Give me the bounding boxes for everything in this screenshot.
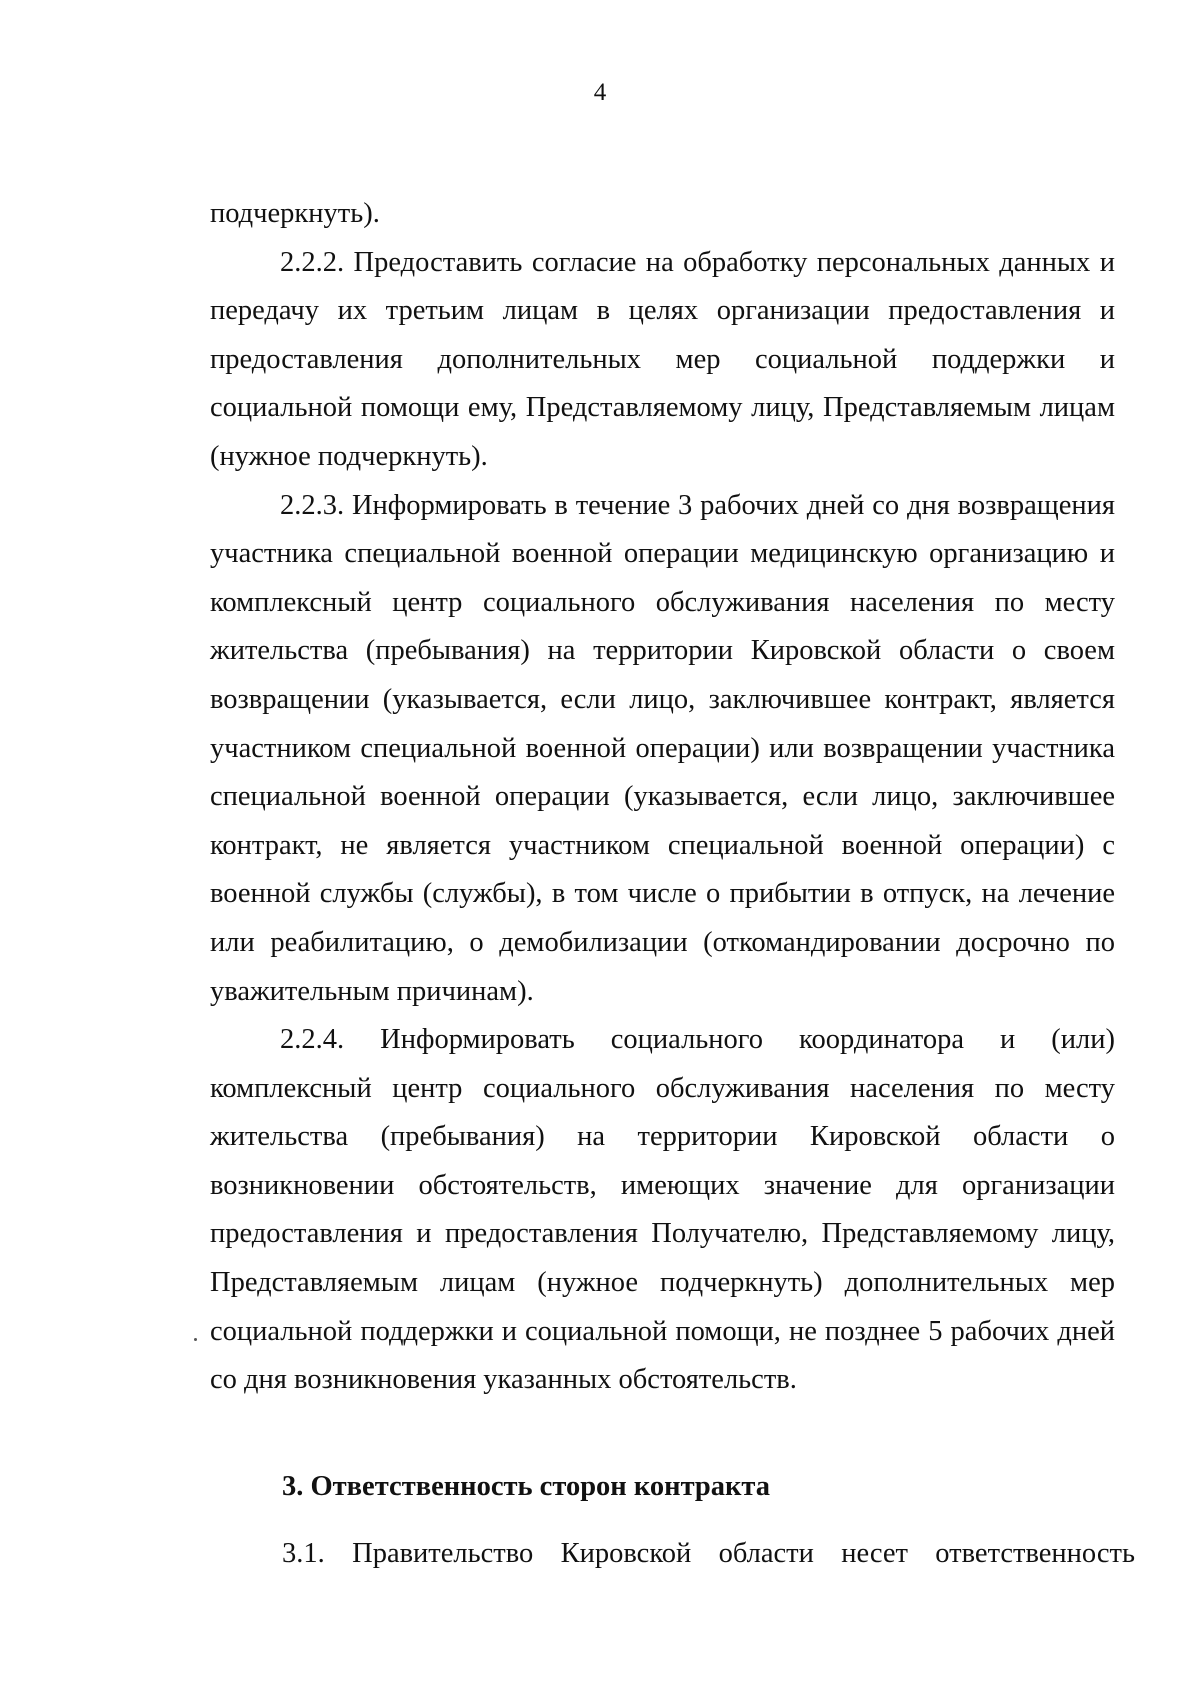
- document-body: [210, 190, 1115, 1405]
- paragraph-3-1: 3.1. Правительство Кировской области несет ответственность: [282, 1538, 1135, 1569]
- paragraph-continuation: подчеркнуть).: [210, 198, 380, 229]
- scan-speck: [194, 1338, 197, 1341]
- section-heading: 3. Ответственность сторон контракта: [282, 1471, 771, 1502]
- paragraph-2-2-3: 2.2.3. Информировать в течение 3 рабочих дней со дня возвращения участника специальной военной операции медицинскую организацию и комплексный центр социального обслуживания населения по месту жительства (пребывания) на территории Кировской области о своем возвращении (указывается, если лицо, заключившее контракт, является участником специальной военной операции) или возвращении участника специальной военной операции (указывается, если лицо, заключившее контракт, не является участником специальной военной операции) с военной службы (службы), в том числе о прибытии в отпуск, на лечение или реабилитацию, о демобилизации (откомандировании досрочно по уважительным причинам).: [210, 489, 1115, 1007]
- page-number: 4: [593, 79, 607, 106]
- paragraph-2-2-2: 2.2.2. Предоставить согласие на обработку персональных данных и передачу их третьим лицам в целях организации предоставления и предоставления дополнительных мер социальной поддержки и социальной помощи ему, Представляемому лицу, Представляемым лицам (нужное подчеркнуть).: [210, 246, 1115, 472]
- paragraph-2-2-4: 2.2.4. Информировать социального координатора и (или) комплексный центр социального обслуживания населения по месту жительства (пребывания) на территории Кировской области о возникновении обстоятельств, имеющих значение для организации предоставления и предоставления Получателю, Представляемому лицу, Представляемым лицам (нужное подчеркнуть) дополнительных мер социальной поддержки и социальной помощи, не позднее 5 рабочих дней со дня возникновения указанных обстоятельств.: [210, 1024, 1115, 1396]
